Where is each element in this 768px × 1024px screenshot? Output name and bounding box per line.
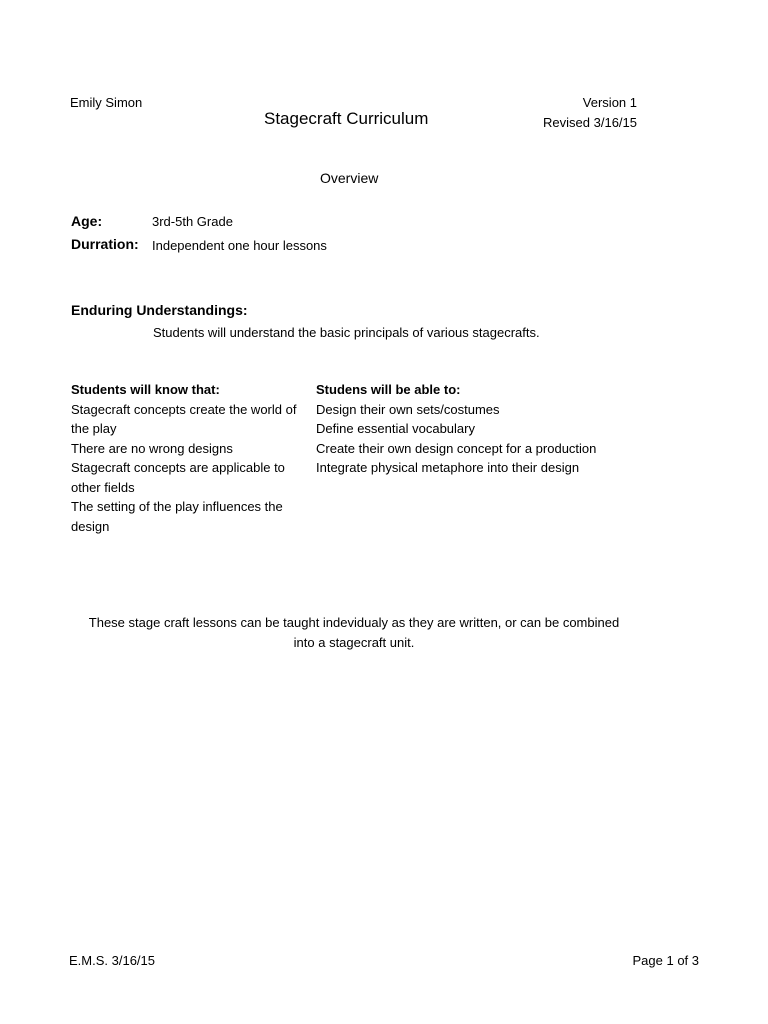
know-heading: Students will know that: <box>71 382 220 397</box>
able-column <box>316 380 646 478</box>
revised-date: Revised 3/16/15 <box>543 115 637 130</box>
section-title: Overview <box>320 170 379 186</box>
note-line-1: These stage craft lessons can be taught indevidualy as they are written, or can be combined <box>88 615 620 630</box>
age-label: Age: <box>71 213 103 229</box>
list-item: Design their own sets/costumes <box>316 401 500 417</box>
version-label: Version 1 <box>582 95 637 110</box>
list-item: Stagecraft concepts are applicable to other fields <box>71 460 285 495</box>
list-item: The setting of the play influences the design <box>71 499 283 534</box>
author-name: Emily Simon <box>70 95 143 110</box>
footer-initials-date: E.M.S. 3/16/15 <box>69 953 155 968</box>
note-line-2: into a stagecraft unit. <box>293 635 415 650</box>
list-item: Define essential vocabulary <box>316 421 475 436</box>
list-item: Integrate physical metaphore into their design <box>316 460 580 475</box>
age-value: 3rd-5th Grade <box>152 214 233 229</box>
duration-label: Durration: <box>71 236 139 252</box>
enduring-heading: Enduring Understandings: <box>71 302 248 318</box>
able-heading: Studens will be able to: <box>316 382 461 397</box>
duration-value: Independent one hour lessons <box>152 238 327 253</box>
list-item: There are no wrong designs <box>71 440 233 456</box>
list-item: Stagecraft concepts create the world of the play <box>71 401 297 436</box>
know-column <box>71 380 303 536</box>
page-number: Page 1 of 3 <box>632 953 699 968</box>
document-title: Stagecraft Curriculum <box>264 109 429 128</box>
list-item: Create their own design concept for a production <box>316 440 597 456</box>
enduring-text: Students will understand the basic principals of various stagecrafts. <box>153 325 540 340</box>
